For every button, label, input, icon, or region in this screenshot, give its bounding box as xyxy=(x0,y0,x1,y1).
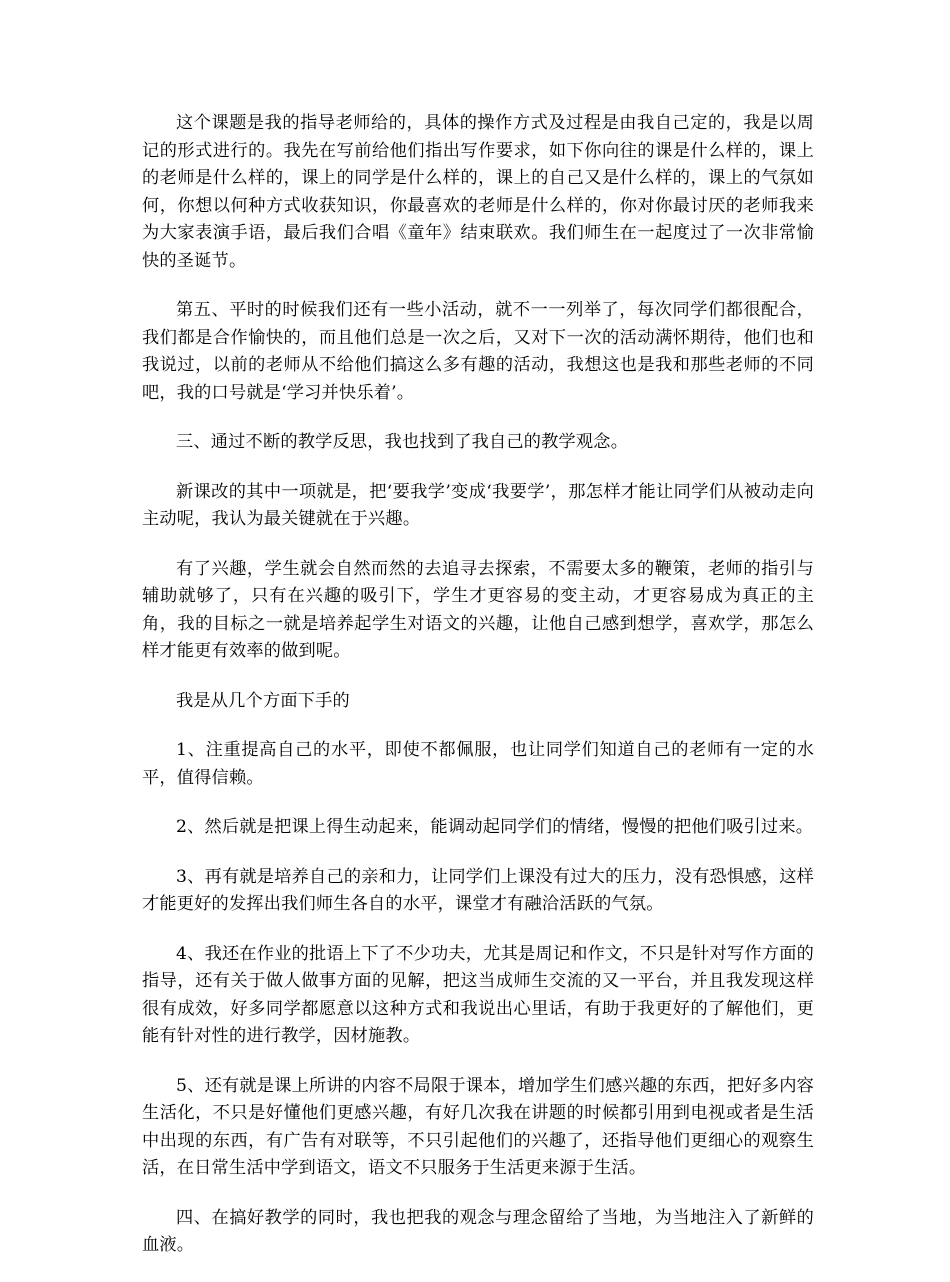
paragraph-interest: 有了兴趣，学生就会自然而然的去追寻去探索，不需要太多的鞭策，老师的指引与辅助就够了，只有在兴趣的吸引下，学生才更容易的变主动，才更容易成为真正的主角，我的目标之一就是培养起学生对语文的兴趣，让他自己感到想学，喜欢学，那怎么样才能更有效率的做到呢。 xyxy=(142,558,814,661)
list-item-3: 3、再有就是培养自己的亲和力，让同学们上课没有过大的压力，没有恐惧感，这样才能更好的发挥出我们师生各自的水平，课堂才有融洽活跃的气氛。 xyxy=(142,866,814,914)
document-body xyxy=(142,110,814,1282)
paragraph-topic-intro: 这个课题是我的指导老师给的，具体的操作方式及过程是由我自己定的，我是以周记的形式进行的。我先在写前给他们指出写作要求，如下你向往的课是什么样的，课上的老师是什么样的，课上的同学是什么样的，课上的自己又是什么样的，课上的气氛如何，你想以何种方式收获知识，你最喜欢的老师是什么样的，你对你最讨厌的老师我来为大家表演手语，最后我们合唱《童年》结束联欢。我们师生在一起度过了一次非常愉快的圣诞节。 xyxy=(142,113,814,271)
paragraph-small-activities: 第五、平时的时候我们还有一些小活动，就不一一列举了，每次同学们都很配合，我们都是合作愉快的，而且他们总是一次之后，又对下一次的活动满怀期待，他们也和我说过，以前的老师从不给他们搞这么多有趣的活动，我想这也是我和那些老师的不同吧，我的口号就是‘学习并快乐着’。 xyxy=(142,300,814,403)
list-item-2: 2、然后就是把课上得生动起来，能调动起同学们的情绪，慢慢的把他们吸引过来。 xyxy=(176,817,814,837)
list-item-5: 5、还有就是课上所讲的内容不局限于课本，增加学生们感兴趣的东西，把好多内容生活化，不只是好懂他们更感兴趣，有好几次我在讲题的时候都引用到电视或者是生活中出现的东西，有广告有对联等，不只引起他们的兴趣了，还指导他们更细心的观察生活，在日常生活中学到语文，语文不只服务于生活更来源于生活。 xyxy=(142,1075,814,1178)
paragraph-section-four: 四、在搞好教学的同时，我也把我的观念与理念留给了当地，为当地注入了新鲜的血液。 xyxy=(142,1207,814,1255)
paragraph-section-three-heading: 三、通过不断的教学反思，我也找到了我自己的教学观念。 xyxy=(176,432,629,452)
paragraph-curriculum-reform: 新课改的其中一项就是，把‘要我学’变成‘我要学’，那怎样才能让同学们从被动走向主动呢，我认为最关键就在于兴趣。 xyxy=(142,481,814,529)
list-item-1: 1、注重提高自己的水平，即使不都佩服，也让同学们知道自己的老师有一定的水平，值得信赖。 xyxy=(142,740,814,788)
paragraph-approach-intro: 我是从几个方面下手的 xyxy=(176,690,350,711)
list-item-4: 4、我还在作业的批语上下了不少功夫，尤其是周记和作文，不只是针对写作方面的指导，还有关于做人做事方面的见解，把这当成师生交流的又一平台，并且我发现这样很有成效，好多同学都愿意以这种方式和我说出心里话，有助于我更好的了解他们，更能有针对性的进行教学，因材施教。 xyxy=(142,943,814,1046)
